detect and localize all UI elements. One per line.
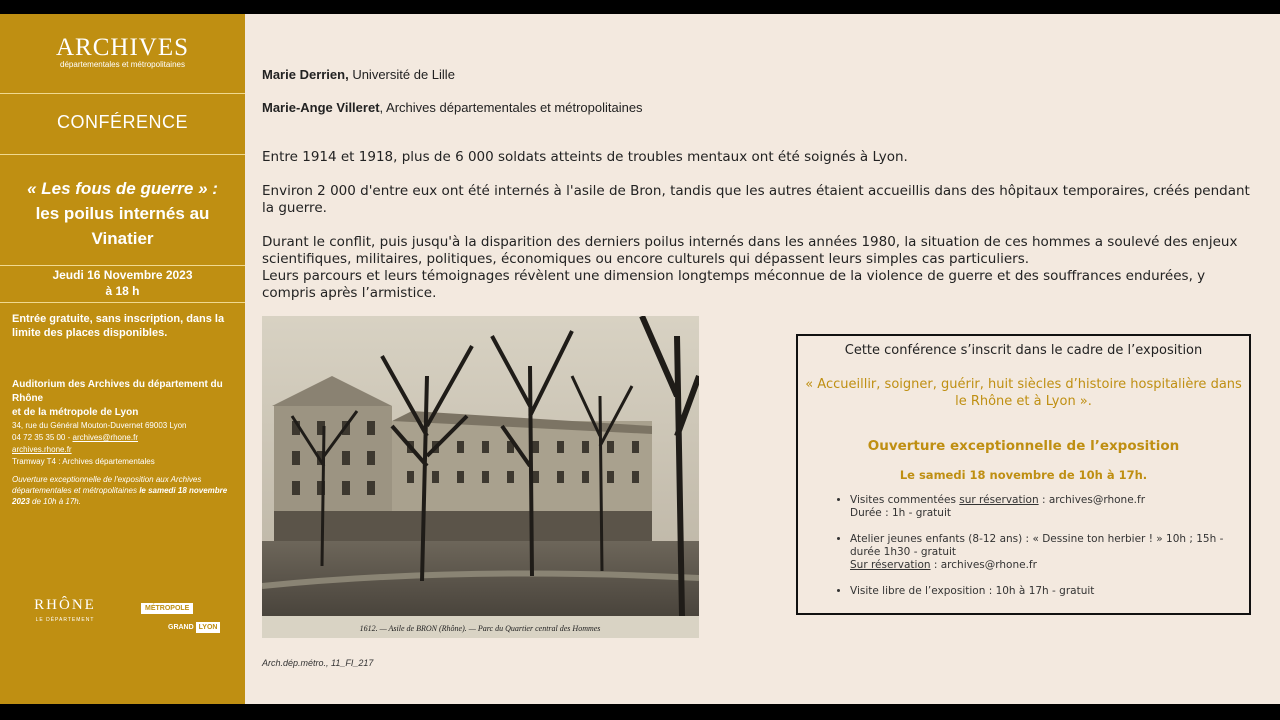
note-hours: de 10h à 17h. xyxy=(29,497,81,506)
website-link[interactable]: archives.rhone.fr xyxy=(12,445,72,454)
reservation-link[interactable]: sur réservation xyxy=(959,494,1039,506)
divider xyxy=(0,93,245,94)
item-text: Atelier jeunes enfants (8-12 ans) : « Dessine ton herbier ! » 10h ; 15h - durée 1h30 - gratuit xyxy=(850,533,1224,558)
website xyxy=(12,444,237,456)
tram-info: Tramway T4 : Archives départementales xyxy=(12,457,155,466)
divider xyxy=(0,265,245,266)
date-time: à 18 h xyxy=(105,284,140,298)
divider xyxy=(0,154,245,155)
paragraph: Leurs parcours et leurs témoignages révèlent une dimension longtemps méconnue de la violence de guerre et des souffrances endurées, y compris après l’armistice. xyxy=(262,268,1206,301)
date-day: Jeudi 16 Novembre 2023 xyxy=(52,268,193,282)
logo-subtitle: départementales et métropolitaines xyxy=(60,60,185,69)
venue-phone: 04 72 35 35 00 - xyxy=(12,433,73,442)
exhibition-note xyxy=(12,474,237,507)
title-quote: « Les fous de guerre » : xyxy=(27,179,218,198)
divider xyxy=(0,302,245,303)
rhone-logo-sub: LE DÉPARTEMENT xyxy=(35,617,95,623)
item-contact: : archives@rhone.fr xyxy=(930,559,1037,571)
exhibition-opening-date: Le samedi 18 novembre de 10h à 17h. xyxy=(899,468,1148,482)
paragraph: Durant le conflit, puis jusqu'à la disparition des derniers poilus internés dans les années 1980, la situation de ces hommes a soulevé des enjeux scientifiques, militaires, politiques, économiques ou encore culturels qui dépassent leurs simples cas particuliers. xyxy=(262,234,1238,267)
speaker-1 xyxy=(262,67,455,82)
entry-info: Entrée gratuite, sans inscription, dans la limite des places disponibles. xyxy=(12,313,225,339)
exhibition-intro: Cette conférence s’inscrit dans le cadre de l’exposition xyxy=(844,343,1203,358)
reservation-link[interactable]: Sur réservation xyxy=(850,559,931,571)
lyon-label: LYON xyxy=(196,622,221,633)
item-duration: Durée : 1h - gratuit xyxy=(850,507,951,519)
item-contact: : archives@rhone.fr xyxy=(1038,494,1146,506)
list-item xyxy=(850,494,1230,520)
activity-list xyxy=(798,494,1230,611)
venue-name: Auditorium des Archives du département du Rhône xyxy=(12,379,223,404)
paragraph: Environ 2 000 d'entre eux ont été internés à l'asile de Bron, tandis que les autres étaient accueillis dans des hôpitaux temporaires, créés pendant la guerre. xyxy=(262,183,1250,216)
logo-main: ARCHIVES xyxy=(55,34,189,61)
email-link[interactable]: archives@rhone.fr xyxy=(72,433,138,442)
venue-contact xyxy=(12,432,237,444)
list-item: • Visite libre de l’exposition : 10h à 17h - gratuit xyxy=(850,585,1230,598)
note-date: le samedi 18 novembre 2023 xyxy=(12,486,228,506)
section-label: CONFÉRENCE xyxy=(56,112,188,132)
top-letterbox xyxy=(0,0,1280,14)
paragraph: Entre 1914 et 1918, plus de 6 000 soldats atteints de troubles mentaux ont été soignés à Lyon. xyxy=(262,149,908,165)
speaker-2 xyxy=(262,100,643,115)
metropole-label: MÉTROPOLE xyxy=(141,603,193,614)
title-rest: les poilus internés au Vinatier xyxy=(35,204,210,248)
speaker-name: Marie-Ange Villeret xyxy=(262,100,380,115)
venue-name-2: et de la métropole de Lyon xyxy=(12,407,139,418)
photo-credit: Arch.dép.métro., 11_FI_217 xyxy=(262,658,374,668)
sidebar xyxy=(0,14,245,704)
conference-date xyxy=(0,267,245,299)
venue-info xyxy=(12,378,237,507)
note-text: Ouverture exceptionnelle de l'exposition aux Archives départementales et métropolitaines xyxy=(12,475,202,495)
venue-address: 34, rue du Général Mouton-Duvernet 69003 Lyon xyxy=(12,421,187,430)
photo-caption: 1612. — Asile de BRON (Rhône). — Parc du Quartier central des Hommes xyxy=(359,624,601,633)
item-text: Visites commentées xyxy=(850,494,960,506)
historic-photo xyxy=(262,316,699,638)
speaker-affiliation: , Archives départementales et métropolitaines xyxy=(379,100,643,115)
speaker-affiliation: Université de Lille xyxy=(348,67,455,82)
rhone-logo-text: RHÔNE xyxy=(34,597,96,613)
rhone-logo xyxy=(30,597,100,623)
metropole-logo xyxy=(141,597,221,634)
exhibition-title: « Accueillir, soigner, guérir, huit siècles d’histoire hospitalière dans le Rhône et à Lyon ». xyxy=(805,377,1242,409)
metropole-grand-lyon xyxy=(166,616,221,634)
grand-label: GRAND xyxy=(168,624,194,631)
list-item xyxy=(850,533,1230,572)
speaker-name: Marie Derrien, xyxy=(262,67,349,82)
conference-title xyxy=(10,176,235,251)
exhibition-box xyxy=(796,334,1251,615)
archives-logo xyxy=(0,34,245,69)
bottom-letterbox xyxy=(0,704,1280,720)
exhibition-opening: Ouverture exceptionnelle de l’exposition xyxy=(867,438,1180,454)
